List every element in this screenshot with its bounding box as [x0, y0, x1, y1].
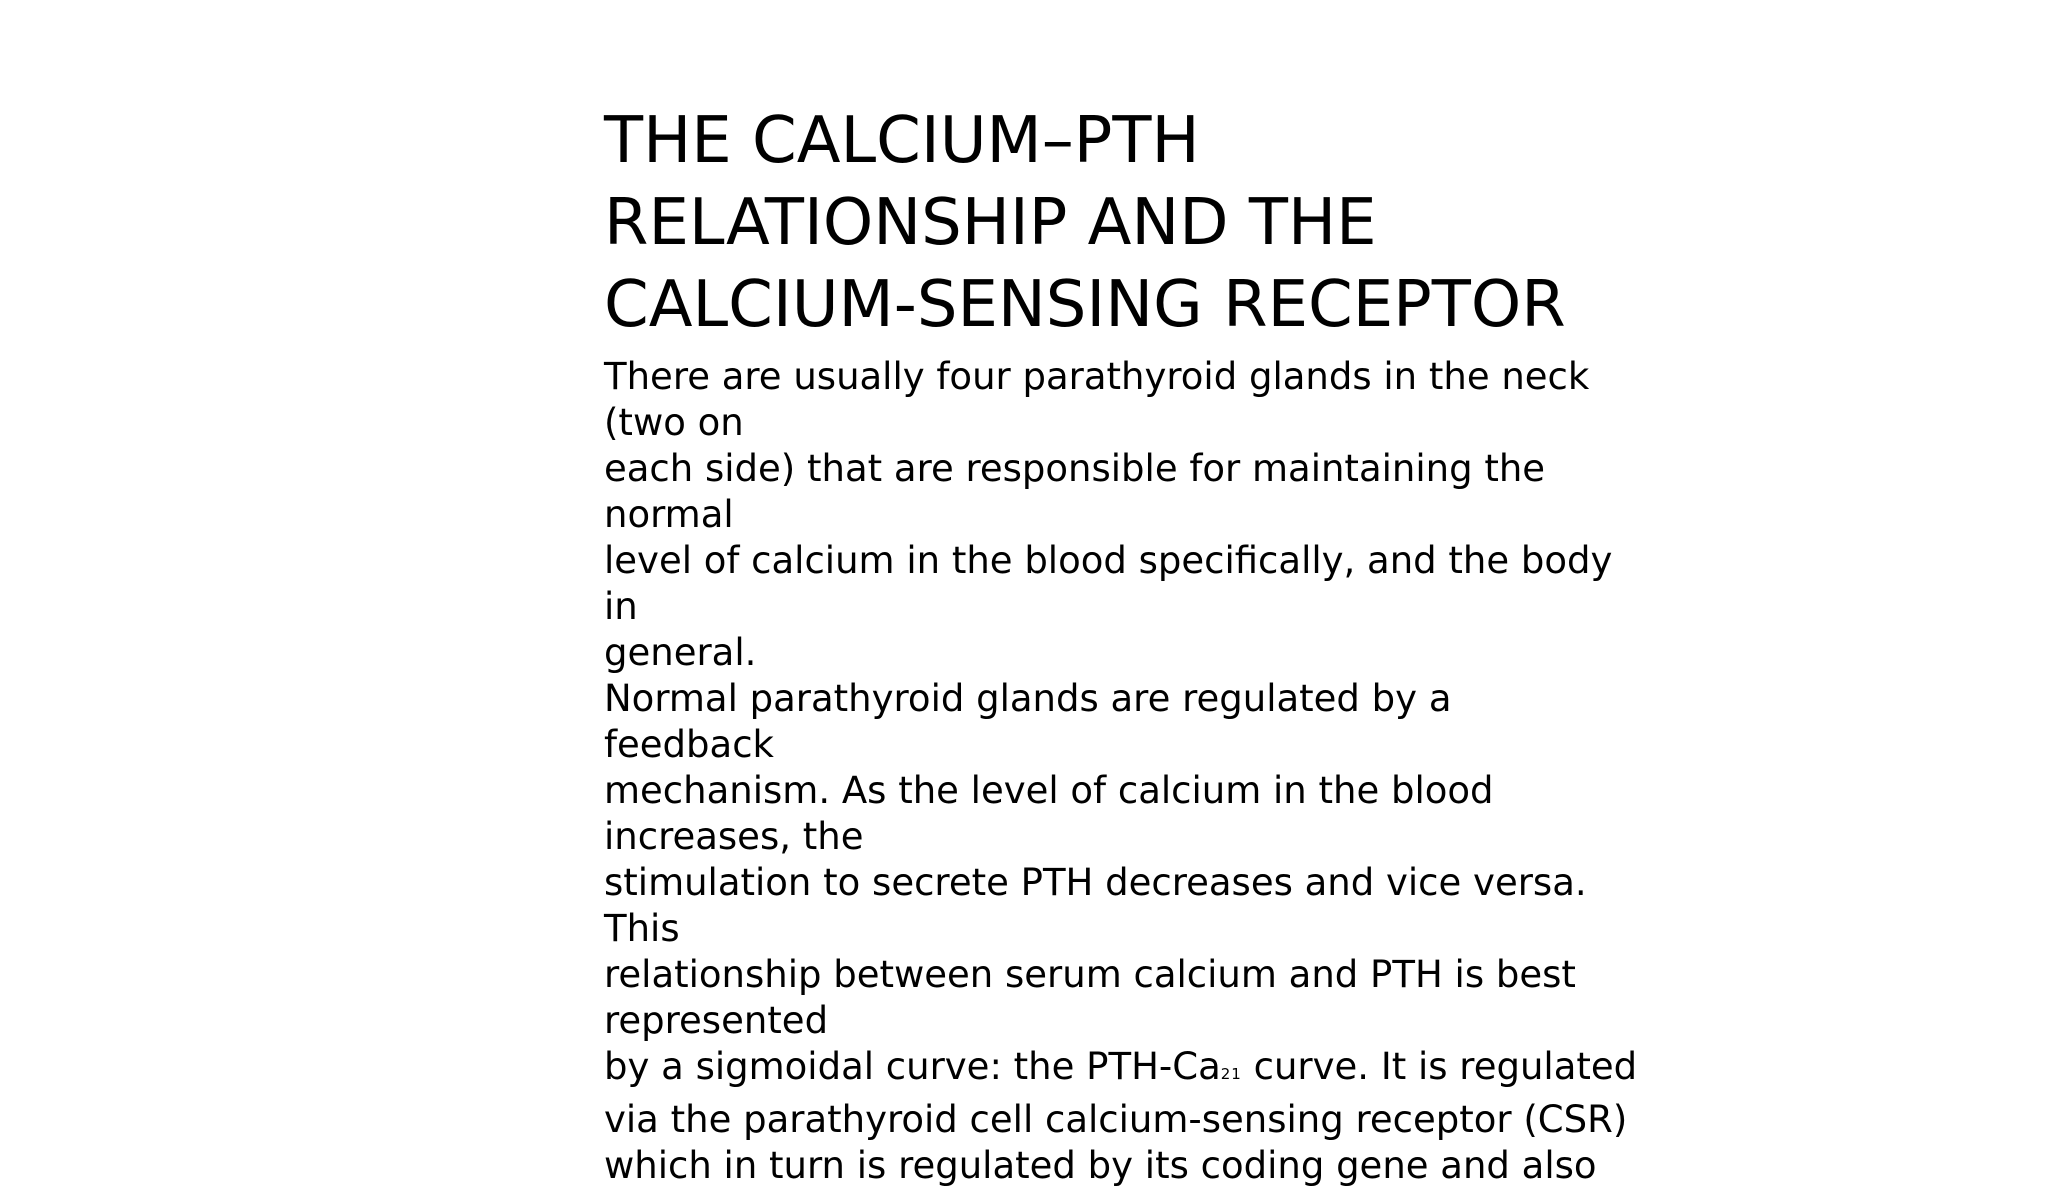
curve-text-before: by a sigmoidal curve: the PTH-Ca	[604, 1045, 1221, 1088]
title-line: CALCIUM-SENSING RECEPTOR	[604, 268, 1566, 342]
body-line: in	[604, 585, 638, 628]
body-line: via the parathyroid cell calcium-sensing receptor (CSR)	[604, 1098, 1628, 1141]
body-line: which in turn is regulated by its coding gene and also	[604, 1144, 1597, 1187]
title-line: THE CALCIUM–PTH	[604, 104, 1200, 178]
body-line: general.	[604, 631, 757, 674]
body-line: each side) that are responsible for maintaining the	[604, 447, 1546, 490]
body-line: (two on	[604, 401, 744, 444]
slide-title	[604, 100, 1604, 346]
title-line: RELATIONSHIP AND THE	[604, 186, 1377, 260]
body-line: stimulation to secrete PTH decreases and vice versa.	[604, 861, 1587, 904]
slide-body-text	[604, 354, 1638, 1189]
body-line-curve	[604, 1044, 1638, 1097]
body-line: Normal parathyroid glands are regulated by a	[604, 677, 1452, 720]
body-line: feedback	[604, 723, 774, 766]
body-line: mechanism. As the level of calcium in the blood	[604, 769, 1494, 812]
superscript-reference: 21	[1220, 1065, 1242, 1083]
body-line: There are usually four parathyroid glands in the neck	[604, 355, 1590, 398]
body-line: normal	[604, 493, 734, 536]
body-line: increases, the	[604, 815, 864, 858]
body-line: This	[604, 907, 680, 950]
body-line: represented	[604, 999, 829, 1042]
body-line: relationship between serum calcium and PTH is best	[604, 953, 1576, 996]
slide-content	[604, 100, 1638, 1189]
body-line: level of calcium in the blood specifically, and the body	[604, 539, 1613, 582]
curve-text-after: curve. It is regulated	[1253, 1045, 1638, 1088]
